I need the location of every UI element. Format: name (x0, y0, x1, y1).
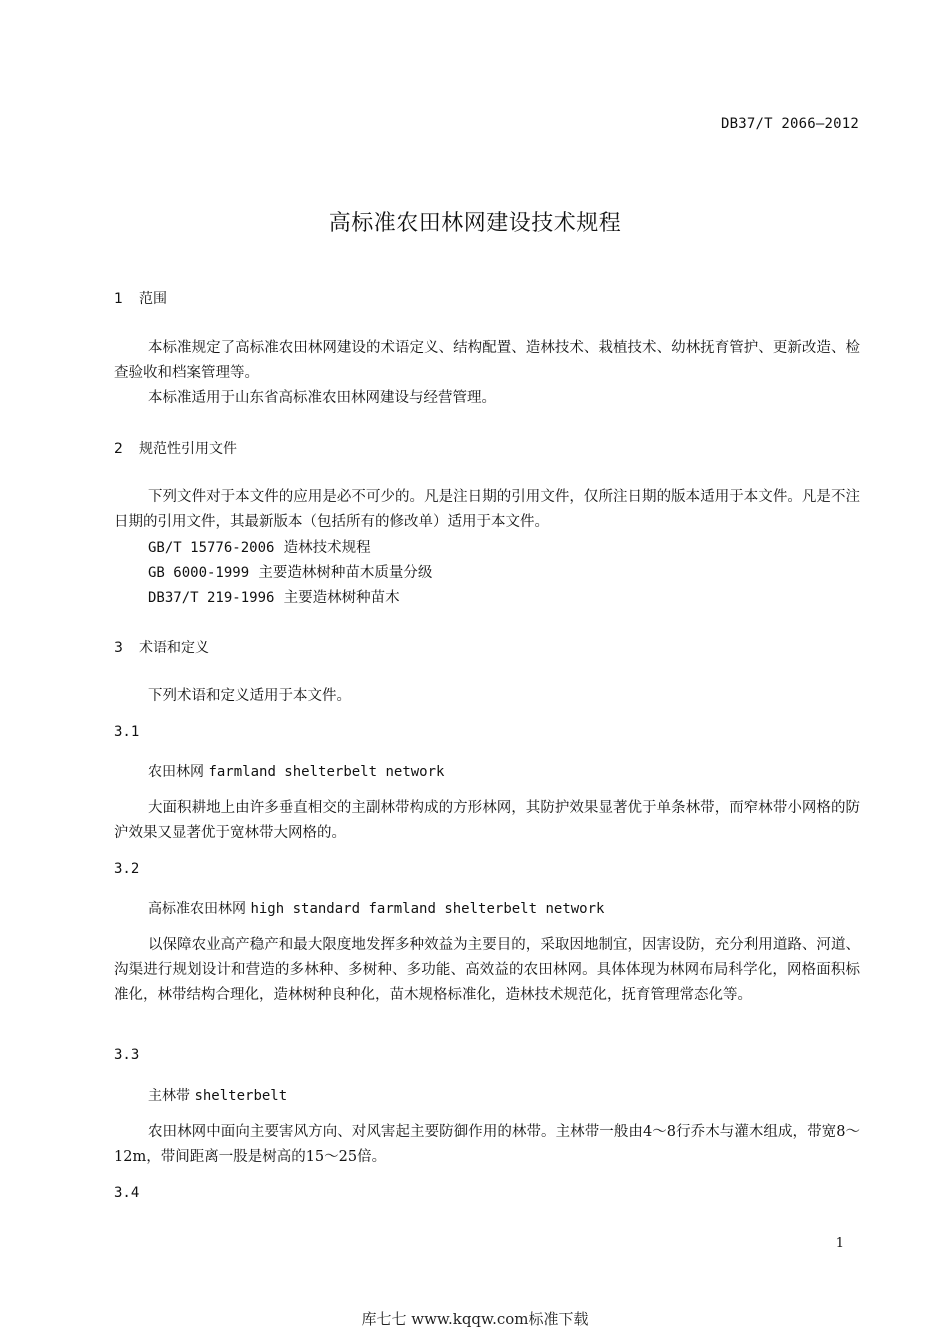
section-title: 范围 (139, 291, 167, 307)
subsection-number: 3.1 (114, 724, 140, 740)
section-title: 规范性引用文件 (139, 441, 237, 457)
page-number: 1 (835, 1236, 844, 1251)
term-definition: 农田林网中面向主要害风方向、对风害起主要防御作用的林带。主林带一般由4～8行乔木与灌木组成，带宽8～12m，带间距离一股是树高的15～25倍。 (114, 1124, 860, 1165)
term-heading (148, 898, 604, 918)
reference-item (148, 536, 371, 557)
section-heading-terms (114, 637, 209, 657)
document-title: 高标准农田林网建设技术规程 (328, 211, 622, 236)
reference-code: DB37/T 219-1996 (148, 590, 275, 606)
term-english: farmland shelterbelt network (208, 764, 445, 780)
term-definition: 以保障农业高产稳产和最大限度地发挥多种效益为主要目的，采取因地制宜，因害设防，充分利用道路、河道、沟渠进行规划设计和营造的多林种、多树种、多功能、高效益的农田林网。具体体现为林网布局科学化，网格面积标准化，林带结构合理化，造林树种良种化，苗木规格标准化，造林技术规范化，抚育管理常态化等。 (114, 937, 860, 1003)
term-english: high standard farmland shelterbelt network (250, 901, 605, 917)
reference-name: 造林技术规程 (283, 540, 371, 556)
subsection-number: 3.2 (114, 861, 140, 877)
section-number: 3 (114, 640, 123, 656)
subsection-number: 3.3 (114, 1047, 140, 1063)
reference-name: 主要造林树种苗木质量分级 (258, 565, 433, 581)
reference-code: GB/T 15776-2006 (148, 540, 275, 556)
subsection-number: 3.4 (114, 1185, 140, 1201)
paragraph: 本标准适用于山东省高标准农田林网建设与经营管理。 (148, 390, 496, 406)
paragraph: 下列文件对于本文件的应用是必不可少的。凡是注日期的引用文件，仅所注日期的版本适用于本文件。凡是不注日期的引用文件，其最新版本（包括所有的修改单）适用于本文件。 (114, 489, 860, 530)
reference-name: 主要造林树种苗木 (283, 590, 400, 606)
section-title: 术语和定义 (139, 640, 209, 656)
section-heading-scope (114, 288, 167, 308)
section-number: 2 (114, 441, 123, 457)
reference-code: GB 6000-1999 (148, 565, 250, 581)
standard-code: DB37/T 2066—2012 (720, 116, 859, 132)
footer-site-text: 库七七 www.kqqw.com标准下载 (361, 1310, 589, 1328)
term-chinese: 农田林网 (148, 764, 204, 780)
term-heading (148, 1085, 287, 1105)
term-english: shelterbelt (194, 1088, 288, 1104)
paragraph: 本标准规定了高标准农田林网建设的术语定义、结构配置、造林技术、栽植技术、幼林抚育管护、更新改造、检查验收和档案管理等。 (114, 340, 860, 381)
reference-item (148, 586, 400, 607)
term-chinese: 主林带 (148, 1088, 190, 1104)
paragraph: 下列术语和定义适用于本文件。 (148, 688, 351, 704)
term-heading (148, 761, 444, 781)
section-heading-references (114, 438, 237, 458)
section-number: 1 (114, 291, 123, 307)
term-chinese: 高标准农田林网 (148, 901, 246, 917)
term-definition: 大面积耕地上由许多垂直相交的主副林带构成的方形林网，其防护效果显著优于单条林带，而窄林带小网格的防沪效果又显著优于宽林带大网格的。 (114, 800, 860, 841)
reference-item (148, 561, 432, 582)
